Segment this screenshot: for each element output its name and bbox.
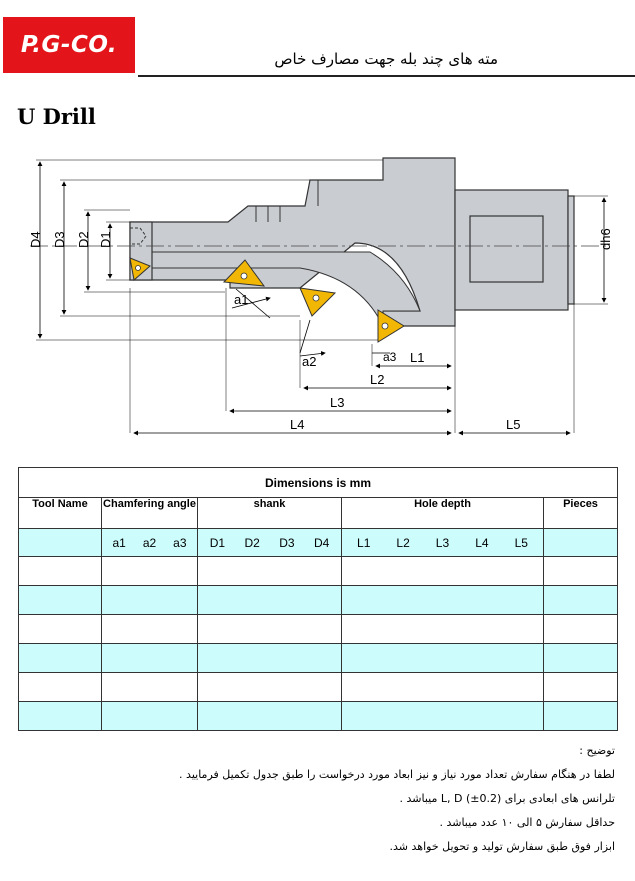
symbol-l5: L5 <box>514 535 528 550</box>
label-d1: D1 <box>98 231 113 248</box>
table-cell[interactable] <box>19 673 102 702</box>
table-cell[interactable] <box>102 557 198 586</box>
label-l3: L3 <box>330 395 345 410</box>
table-row <box>19 615 618 644</box>
table-cell[interactable] <box>342 644 544 673</box>
table-cell[interactable] <box>198 615 342 644</box>
table-cell[interactable] <box>102 586 198 615</box>
header-pieces: Pieces <box>544 498 618 529</box>
notes-title: توضیح : <box>579 744 615 757</box>
table-row <box>19 557 618 586</box>
table-cell[interactable] <box>544 615 618 644</box>
table-row <box>19 586 618 615</box>
dimensions-table <box>18 467 618 731</box>
table-cell[interactable] <box>102 615 198 644</box>
drill-body <box>130 158 574 326</box>
note-line-2: تلرانس های ابعادی برای L, D (±0.2) میباشد . <box>399 792 615 805</box>
depth-symbols-cell <box>342 529 544 557</box>
note-line-3: حداقل سفارش ۵ الی ۱۰ عدد میباشد . <box>439 816 615 829</box>
table-cell[interactable] <box>544 702 618 731</box>
table-cell[interactable] <box>102 673 198 702</box>
table-cell[interactable] <box>544 644 618 673</box>
symbol-a1: a1 <box>112 535 126 550</box>
symbol-l1: L1 <box>357 535 371 550</box>
table-row <box>19 644 618 673</box>
header-tool-name: Tool Name <box>19 498 102 529</box>
table-cell[interactable] <box>198 586 342 615</box>
header-chamfering-angle: Chamfering angle <box>102 498 198 529</box>
table-cell[interactable] <box>342 702 544 731</box>
table-caption: Dimensions is mm <box>19 468 618 498</box>
header-shank: shank <box>198 498 342 529</box>
page-title: U Drill <box>17 104 96 129</box>
label-l2: L2 <box>370 372 385 387</box>
table-cell[interactable] <box>19 557 102 586</box>
table-cell[interactable] <box>102 702 198 731</box>
symbol-l2: L2 <box>396 535 410 550</box>
table-cell[interactable] <box>198 557 342 586</box>
table-cell[interactable] <box>102 644 198 673</box>
table-row <box>19 673 618 702</box>
table-cell[interactable] <box>544 673 618 702</box>
label-l1: L1 <box>410 350 425 365</box>
label-d4: D4 <box>28 231 43 248</box>
u-drill-technical-drawing <box>0 148 635 438</box>
table-row <box>19 702 618 731</box>
symbol-d2: D2 <box>244 535 260 550</box>
symbol-d3: D3 <box>279 535 295 550</box>
angle-symbols-cell <box>102 529 198 557</box>
table-cell[interactable] <box>342 615 544 644</box>
page-subtitle: مته های چند بله جهت مصارف خاص <box>274 50 498 68</box>
symbol-row <box>19 529 618 557</box>
table-cell[interactable] <box>198 702 342 731</box>
header-divider <box>138 75 635 77</box>
symbol-d1: D1 <box>209 535 226 550</box>
table-cell[interactable] <box>19 702 102 731</box>
symbol-d4: D4 <box>313 535 330 550</box>
note-line-4: ابزار فوق طبق سفارش تولید و تحویل خواهد شد. <box>389 840 615 853</box>
table-cell[interactable] <box>342 557 544 586</box>
table-cell[interactable] <box>198 673 342 702</box>
table-cell[interactable] <box>19 615 102 644</box>
company-logo: P.G-CO. <box>3 17 135 73</box>
label-d2: D2 <box>76 231 91 248</box>
symbol-l3: L3 <box>435 535 450 550</box>
table-cell[interactable] <box>544 586 618 615</box>
label-l4: L4 <box>290 417 305 432</box>
label-d3: D3 <box>52 231 67 248</box>
label-a1: a1 <box>234 292 249 307</box>
table-cell[interactable] <box>198 644 342 673</box>
table-cell[interactable] <box>19 586 102 615</box>
label-dh6: dh6 <box>598 228 613 250</box>
shank-symbols-cell <box>198 529 342 557</box>
label-l5: L5 <box>506 417 521 432</box>
symbol-a3: a3 <box>173 535 187 550</box>
symbol-l4: L4 <box>475 535 489 550</box>
table-cell[interactable] <box>19 529 102 557</box>
header-hole-depth: Hole depth <box>342 498 544 529</box>
label-a2: a2 <box>302 354 317 369</box>
symbol-a2: a2 <box>142 535 157 550</box>
note-line-1: لطفا در هنگام سفارش تعداد مورد نیاز و نیز ابعاد مورد درخواست را طبق جدول تکمیل فرمایید . <box>179 768 615 781</box>
table-cell[interactable] <box>342 586 544 615</box>
table-cell[interactable] <box>342 673 544 702</box>
cutting-insert-3 <box>300 288 335 316</box>
notes-section <box>25 739 615 859</box>
table-cell[interactable] <box>544 557 618 586</box>
label-a3: a3 <box>383 350 397 364</box>
table-cell[interactable] <box>544 529 618 557</box>
table-cell[interactable] <box>19 644 102 673</box>
